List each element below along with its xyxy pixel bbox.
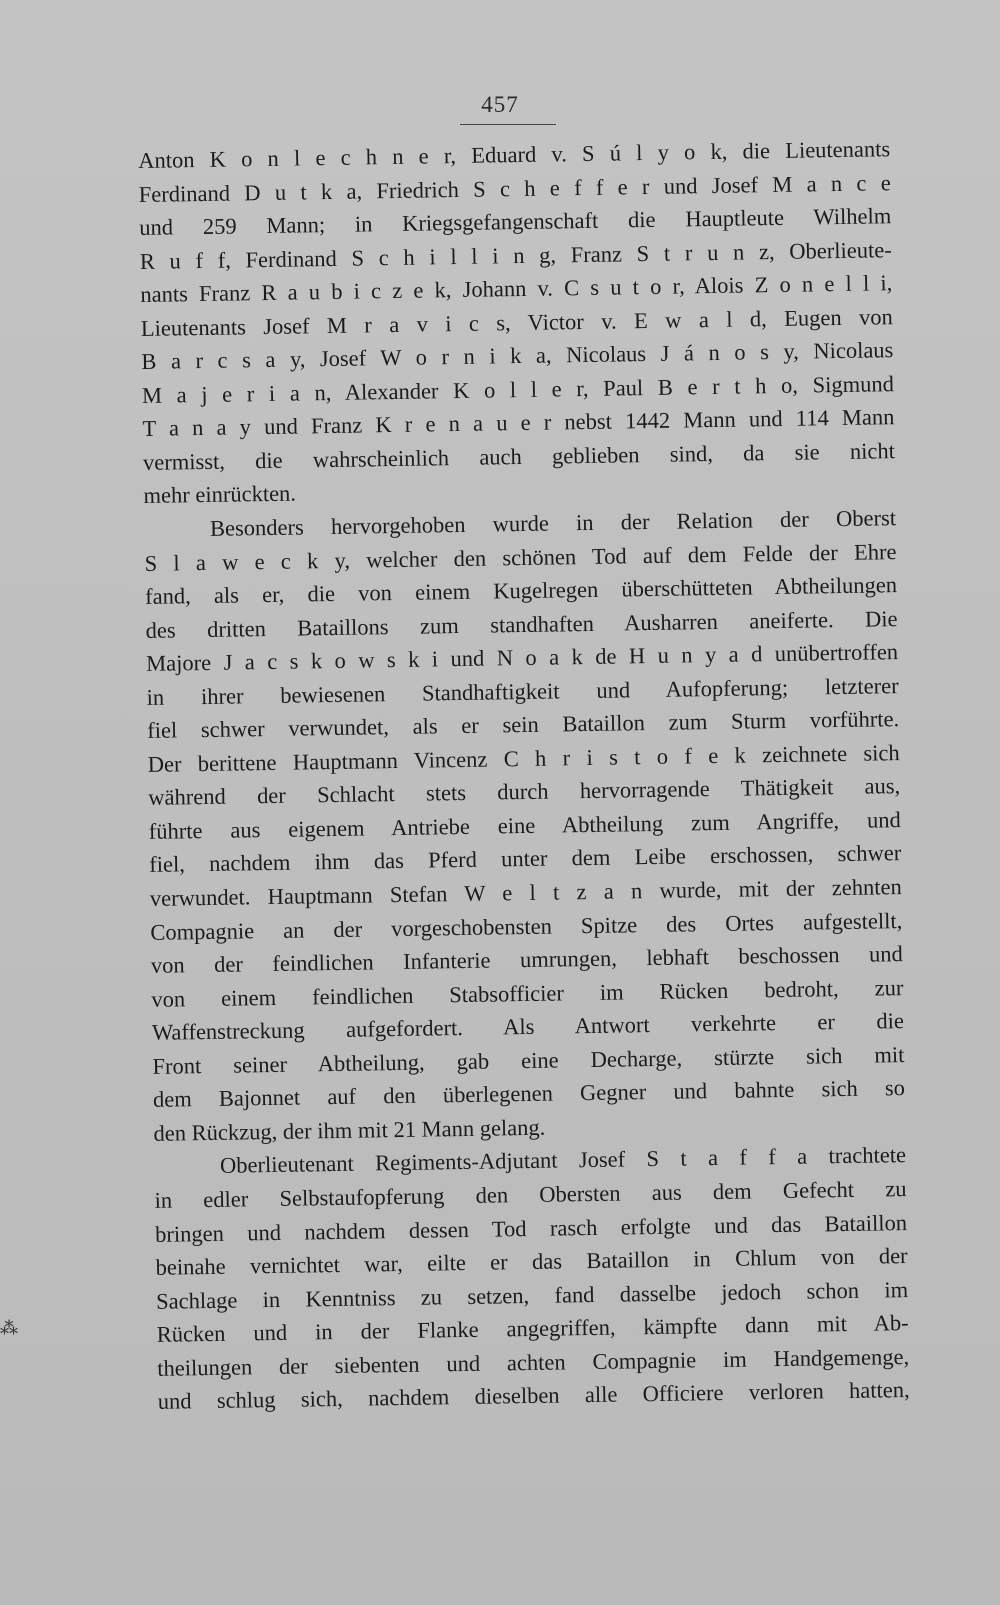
- text-line: und schlug sich, nachdem dieselben alle Officiere verloren hatten,: [157, 1377, 910, 1415]
- text-line: von der feindlichen Infanterie umrungen, lebhaft beschossen und: [150, 941, 904, 979]
- text-line: vermisst, die wahrscheinlich auch geblieben sind, da sie nicht: [142, 438, 896, 475]
- text-line: den Rückzug, der ihm mit 21 Mann gelang.: [153, 1114, 546, 1146]
- paragraph-start-line: Besonders hervorgehoben wurde in der Relation der Oberst: [209, 505, 897, 541]
- text-line: R u f f, Ferdinand S c h i l l i n g, Franz S t r u n z, Oberlieute-: [139, 236, 892, 274]
- text-line: Waffenstreckung aufgefordert. Als Antwort verkehrte er die: [151, 1008, 905, 1046]
- text-line: T a n a y und Franz K r e n a u e r nebst 1442 Mann und 114 Mann: [142, 404, 895, 442]
- text-line: nants Franz R a u b i c z e k, Johann v. C s u t o r, Alois Z o n e l l i,: [140, 270, 893, 308]
- text-line: Compagnie an der vorgeschobensten Spitze des Ortes aufgestellt,: [150, 907, 903, 945]
- text-line: M a j e r i a n, Alexander K o l l e r, Paul B e r t h o, Sigmund: [141, 370, 895, 408]
- text-line: Majore J a c s k o w s k i und N o a k de H u n y a d unübertroffen: [145, 639, 899, 677]
- paragraph-start-line: Oberlieutenant Regiments-Adjutant Josef S t a f f a trachtete: [219, 1142, 907, 1179]
- text-line: von einem feindlichen Stabsofficier im Rücken bedroht, zur: [151, 974, 904, 1012]
- text-line: und 259 Mann; in Kriegsgefangenschaft die Hauptleute Wilhelm: [139, 203, 892, 241]
- text-line: Front seiner Abtheilung, gab eine Decharge, stürzte sich mit: [152, 1041, 905, 1079]
- margin-ink-mark: ⁂: [0, 1318, 18, 1339]
- text-line: Ferdinand D u t k a, Friedrich S c h e f f e r und Josef M a n c e: [138, 169, 891, 207]
- text-line: des dritten Bataillons zum standhaften Ausharren aneiferte. Die: [145, 605, 898, 643]
- text-line: B a r c s a y, Josef W o r n i k a, Nicolaus J á n o s y, Nicolaus: [141, 337, 894, 375]
- text-line: Der berittene Hauptmann Vincenz C h r i s t o f e k zeichnete sich: [147, 739, 900, 777]
- text-line: fand, als er, die von einem Kugelregen überschütteten Abtheilungen: [144, 572, 898, 610]
- text-line: Sachlage in Kenntniss zu setzen, fand dasselbe jedoch schon im: [155, 1276, 909, 1314]
- text-line: während der Schlacht stets durch hervorragende Thätigkeit aus,: [148, 773, 901, 811]
- text-line: dem Bajonnet auf den überlegenen Gegner und bahnte sich so: [152, 1075, 906, 1113]
- text-line: bringen und nachdem dessen Tod rasch erfolgte und das Bataillon: [154, 1209, 908, 1247]
- text-line: in edler Selbstaufopferung den Obersten aus dem Gefecht zu: [154, 1176, 907, 1213]
- text-line: Anton K o n l e c h n e r, Eduard v. S ú l y o k, die Lieutenants: [138, 136, 891, 173]
- text-line: in ihrer bewiesenen Standhaftigkeit und Aufopferung; letzterer: [146, 672, 899, 710]
- text-line: mehr einrückten.: [143, 481, 297, 509]
- text-line: verwundet. Hauptmann Stefan W e l t z a n wurde, mit der zehnten: [149, 874, 902, 911]
- text-line: Rücken und in der Flanke angegriffen, kämpfte dann mit Ab-: [156, 1310, 909, 1347]
- text-line: fiel, nachdem ihm das Pferd unter dem Leibe erschossen, schwer: [149, 840, 902, 878]
- text-line: beinahe vernichtet war, eilte er das Bataillon in Chlum von der: [155, 1243, 908, 1280]
- body-text: [138, 132, 910, 1418]
- page-number-rule: [460, 124, 556, 125]
- page-number: 457: [481, 92, 519, 117]
- text-line: Lieutenants Josef M r a v i c s, Victor v. E w a l d, Eugen von: [140, 303, 893, 341]
- text-line: fiel schwer verwundet, als er sein Bataillon zum Sturm vorführte.: [147, 706, 900, 744]
- text-line: führte aus eigenem Antriebe eine Abtheilung zum Angriffe, und: [148, 807, 901, 844]
- text-line: S l a w e c k y, welcher den schönen Tod auf dem Felde der Ehre: [144, 538, 897, 576]
- text-line: theilungen der siebenten und achten Compagnie im Handgemenge,: [157, 1343, 910, 1381]
